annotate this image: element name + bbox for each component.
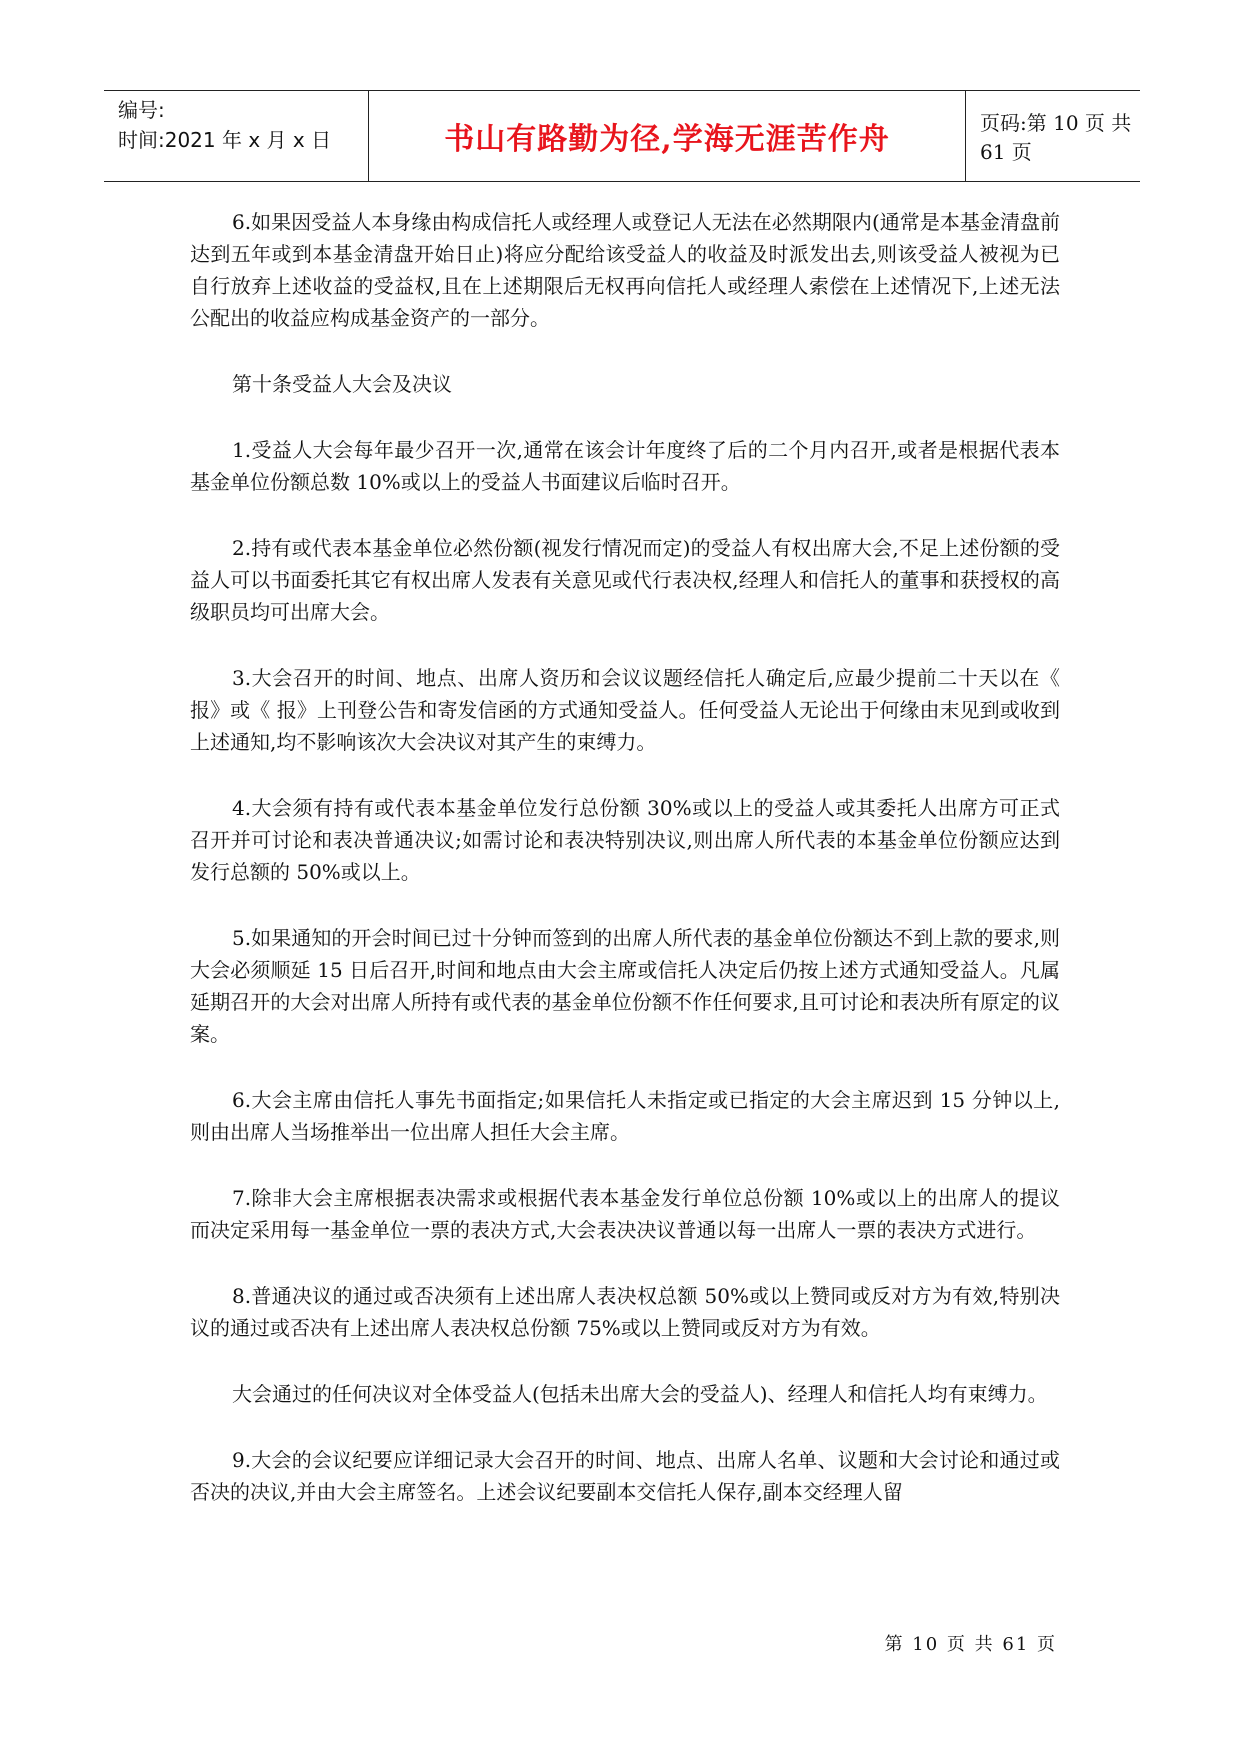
paragraph: 6.如果因受益人本身缘由构成信托人或经理人或登记人无法在必然期限内(通常是本基金清盘前达到五年或到本基金清盘开始日止)将应分配给该受益人的收益及时派发出去,则该受益人被视为已自行放弃上述收益的受益权,且在上述期限后无权再向信托人或经理人索偿在上述情况下,上述无法公配出的收益应构成基金资产的一部分。 <box>190 210 1060 330</box>
header-page-info: 页码:第 10 页 共 61 页 <box>980 111 1132 164</box>
paragraph: 7.除非大会主席根据表决需求或根据代表本基金发行单位总份额 10%或以上的出席人的提议而决定采用每一基金单位一票的表决方式,大会表决决议普通以每一出席人一票的表决方式进行。 <box>190 1186 1060 1242</box>
page-footer: 第 10 页 共 61 页 <box>884 1634 1057 1655</box>
document-body <box>190 206 1060 1542</box>
paragraph: 8.普通决议的通过或否决须有上述出席人表决权总额 50%或以上赞同或反对方为有效,特别决议的通过或否决有上述出席人表决权总份额 75%或以上赞同或反对方为有效。 <box>190 1284 1060 1340</box>
paragraph: 2.持有或代表本基金单位必然份额(视发行情况而定)的受益人有权出席大会,不足上述份额的受益人可以书面委托其它有权出席人发表有关意见或代行表决权,经理人和信托人的董事和获授权的高级职员均可出席大会。 <box>190 536 1060 624</box>
header-motto: 书山有路勤为径,学海无涯苦作舟 <box>369 91 966 181</box>
paragraph: 6.大会主席由信托人事先书面指定;如果信托人未指定或已指定的大会主席迟到 15 分钟以上,则由出席人当场推举出一位出席人担任大会主席。 <box>190 1088 1060 1144</box>
page-header <box>104 90 1140 182</box>
paragraph: 9.大会的会议纪要应详细记录大会召开的时间、地点、出席人名单、议题和大会讨论和通过或否决的决议,并由大会主席签名。上述会议纪要副本交信托人保存,副本交经理人留 <box>190 1448 1060 1504</box>
paragraph: 4.大会须有持有或代表本基金单位发行总份额 30%或以上的受益人或其委托人出席方可正式召开并可讨论和表决普通决议;如需讨论和表决特别决议,则出席人所代表的本基金单位份额应达到发行总额的 50%或以上。 <box>190 796 1060 884</box>
paragraph: 1.受益人大会每年最少召开一次,通常在该会计年度终了后的二个月内召开,或者是根据代表本基金单位份额总数 10%或以上的受益人书面建议后临时召开。 <box>190 438 1060 494</box>
paragraph: 5.如果通知的开会时间已过十分钟而签到的出席人所代表的基金单位份额达不到上款的要求,则大会必须顺延 15 日后召开,时间和地点由大会主席或信托人决定后仍按上述方式通知受益人。凡属延期召开的大会对出席人所持有或代表的基金单位份额不作任何要求,且可讨论和表决所有原定的议案。 <box>190 926 1060 1046</box>
section-heading: 第十条受益人大会及决议 <box>232 372 452 396</box>
time-label: 时间:2021 年 x 月 x 日 <box>118 128 332 152</box>
number-label: 编号: <box>118 98 165 122</box>
paragraph: 大会通过的任何决议对全体受益人(包括未出席大会的受益人)、经理人和信托人均有束缚力。 <box>232 1382 1048 1406</box>
paragraph: 3.大会召开的时间、地点、出席人资历和会议议题经信托人确定后,应最少提前二十天以在《 报》或《 报》上刊登公告和寄发信函的方式通知受益人。任何受益人无论出于何缘由末见到或收到上述通知,均不影响该次大会决议对其产生的束缚力。 <box>190 666 1060 754</box>
header-left-cell <box>104 91 369 181</box>
